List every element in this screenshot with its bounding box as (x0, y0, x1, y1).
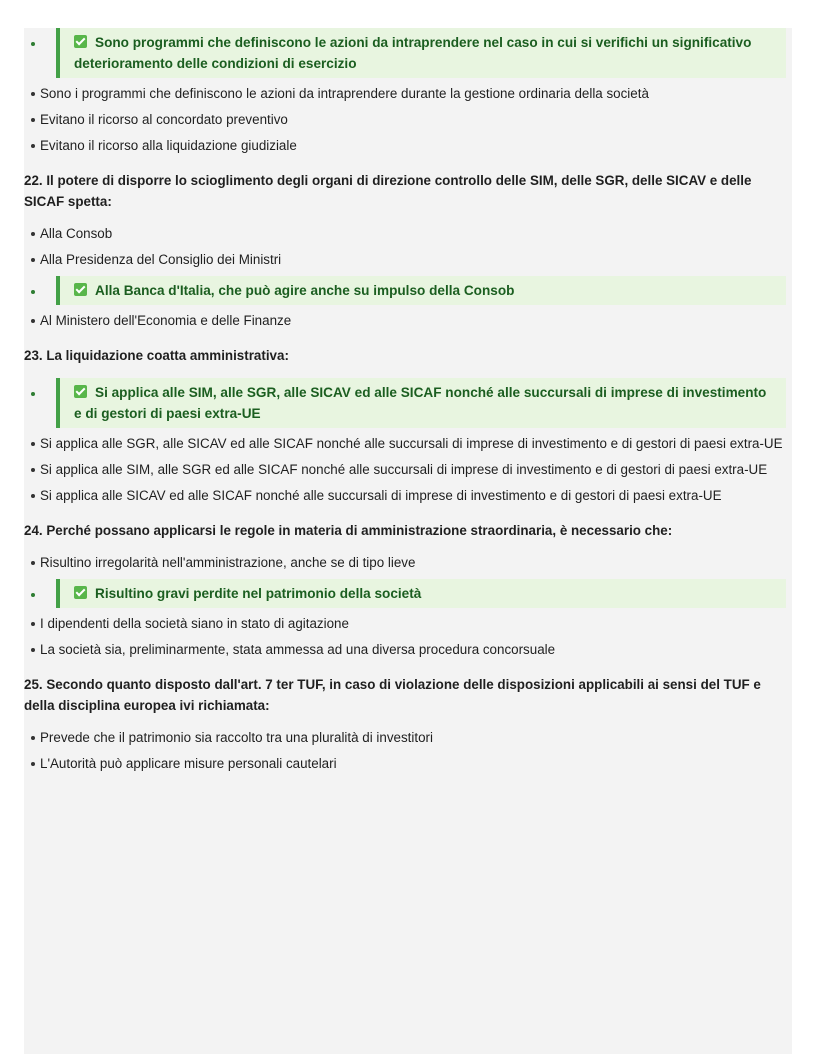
correct-answer-highlight (56, 579, 786, 608)
answer-item (24, 250, 792, 270)
answer-text: Alla Banca d'Italia, che può agire anche su impulso della Consob (95, 283, 515, 298)
document-page (24, 28, 792, 1054)
check-icon (74, 35, 87, 48)
check-icon (74, 283, 87, 296)
correct-answer-item (24, 28, 792, 78)
correct-answer-item (24, 378, 792, 428)
answer-item (24, 434, 792, 454)
question-text: 25. Secondo quanto disposto dall'art. 7 ter TUF, in caso di violazione delle disposizioni applicabili ai sensi del TUF e della disciplina europea ivi richiamata: (24, 677, 761, 713)
correct-answer-highlight (56, 378, 786, 428)
answer-list (24, 28, 792, 156)
quiz-content (24, 28, 792, 780)
question-block (24, 345, 792, 506)
question-text: 22. Il potere di disporre lo scioglimento degli organi di direzione controllo delle SIM, delle SGR, delle SICAV e delle SICAF spetta: (24, 173, 752, 209)
answer-item (24, 728, 792, 748)
answer-text: Si applica alle SIM, alle SGR, alle SICAV ed alle SICAF nonché alle succursali di imprese di investimento e di gestori di paesi extra-UE (74, 385, 767, 421)
answer-item (24, 754, 792, 774)
correct-answer-item (24, 579, 792, 608)
question-block (24, 170, 792, 331)
answer-text: L'Autorità può applicare misure personali cautelari (40, 756, 337, 771)
answer-text: I dipendenti della società siano in stato di agitazione (40, 616, 349, 631)
answer-item (24, 614, 792, 634)
answer-text: Alla Consob (40, 226, 113, 241)
answer-text: Sono i programmi che definiscono le azioni da intraprendere durante la gestione ordinaria della società (40, 86, 649, 101)
correct-answer-highlight (56, 276, 786, 305)
answer-text: Risultino irregolarità nell'amministrazione, anche se di tipo lieve (40, 555, 416, 570)
check-icon (74, 385, 87, 398)
check-icon (74, 586, 87, 599)
question-block (24, 520, 792, 660)
answer-list (24, 728, 792, 774)
answer-text: Prevede che il patrimonio sia raccolto tra una pluralità di investitori (40, 730, 433, 745)
question-block (24, 674, 792, 774)
question-block (24, 28, 792, 156)
answer-text: Evitano il ricorso al concordato preventivo (40, 112, 288, 127)
answer-item (24, 224, 792, 244)
answer-item (24, 486, 792, 506)
answer-text: Si applica alle SIM, alle SGR ed alle SICAF nonché alle succursali di imprese di investimento e di gestori di paesi extra-UE (40, 462, 768, 477)
answer-text: La società sia, preliminarmente, stata ammessa ad una diversa procedura concorsuale (40, 642, 556, 657)
question-text: 23. La liquidazione coatta amministrativa: (24, 348, 289, 363)
answer-text: Risultino gravi perdite nel patrimonio della società (95, 586, 422, 601)
answer-item (24, 460, 792, 480)
correct-answer-highlight (56, 28, 786, 78)
answer-text: Si applica alle SGR, alle SICAV ed alle SICAF nonché alle succursali di imprese di investimento e di gestori di paesi extra-UE (40, 436, 783, 451)
answer-item (24, 553, 792, 573)
answer-item (24, 311, 792, 331)
answer-item (24, 84, 792, 104)
answer-text: Evitano il ricorso alla liquidazione giudiziale (40, 138, 297, 153)
answer-list (24, 378, 792, 506)
answer-item (24, 136, 792, 156)
answer-item (24, 640, 792, 660)
answer-list (24, 224, 792, 331)
answer-text: Sono programmi che definiscono le azioni da intraprendere nel caso in cui si verifichi un significativo deterioramento delle condizioni di esercizio (74, 35, 752, 71)
answer-text: Al Ministero dell'Economia e delle Finanze (40, 313, 292, 328)
question-text: 24. Perché possano applicarsi le regole in materia di amministrazione straordinaria, è necessario che: (24, 523, 673, 538)
answer-text: Alla Presidenza del Consiglio dei Ministri (40, 252, 282, 267)
answer-list (24, 553, 792, 660)
answer-text: Si applica alle SICAV ed alle SICAF nonché alle succursali di imprese di investimento e di gestori di paesi extra-UE (40, 488, 722, 503)
correct-answer-item (24, 276, 792, 305)
answer-item (24, 110, 792, 130)
